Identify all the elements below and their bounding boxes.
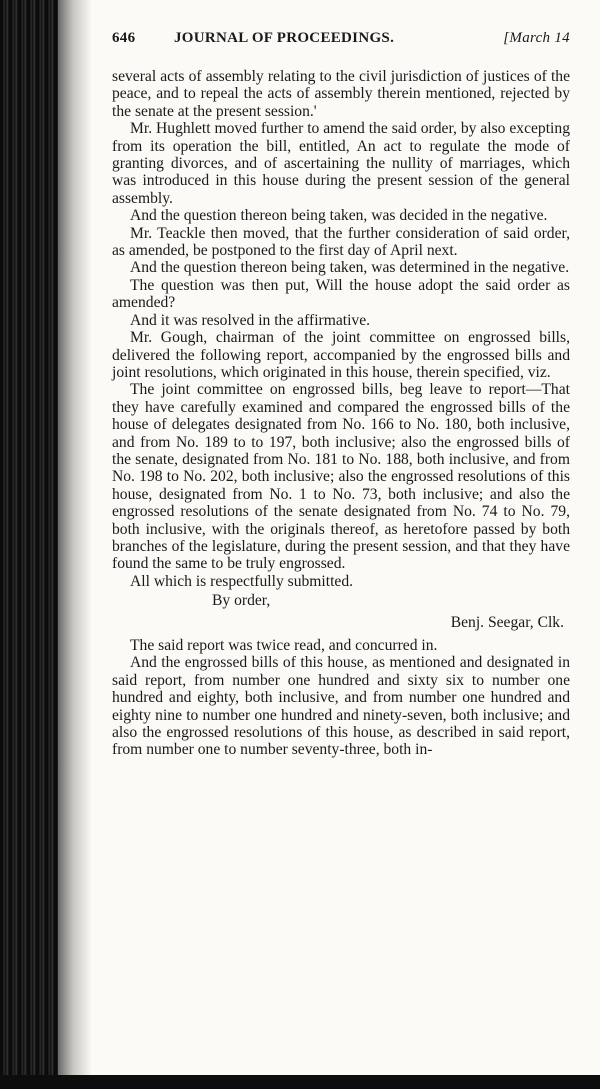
page-body xyxy=(112,68,570,759)
paragraph: And the question thereon being taken, was decided in the negative. xyxy=(130,207,548,225)
journal-page xyxy=(112,30,570,759)
paragraph: several acts of assembly relating to the civil jurisdiction of justices of the peace, and to repeal the acts of assembly therein mentioned, rejected by the senate at the present session.' xyxy=(112,68,570,120)
scan-bottom-edge xyxy=(0,1075,600,1089)
page-header xyxy=(112,30,570,56)
paragraph: And the question thereon being taken, was determined in the negative. xyxy=(130,259,570,277)
committee-report: The joint committee on engrossed bills, beg leave to report—That they have carefully examined and compared the engrossed bills of the house of delegates designated from No. 166 to No. 180, both inclusive, and from No. 189 to to 197, both inclusive; also the engrossed bills of the senate, designated from No. 181 to No. 188, both inclusive, and from No. 198 to No. 202, both inclusive; also the engrossed resolutions of this house, designated from No. 1 to No. 73, both inclusive; and also the engrossed resolutions of the senate designated from No. 74 to No. 79, both inclusive, with the originals thereof, as heretofore passed by both branches of the legislature, during the present session, and that they have found the same to be truly engrossed. xyxy=(112,381,570,573)
signature-clerk: Benj. Seegar, Clk. xyxy=(450,613,564,631)
paragraph: Mr. Teackle then moved, that the further consideration of said order, as amended, be postponed to the first day of April next. xyxy=(112,224,570,260)
page-number: 646 xyxy=(112,30,136,46)
book-binding-shadow xyxy=(0,0,58,1089)
paragraph: The question was then put, Will the house adopt the said order as amended? xyxy=(112,276,570,312)
paragraph: Mr. Gough, chairman of the joint committee on engrossed bills, delivered the following report, accompanied by the engrossed bills and joint resolutions, which originated in this house, therein specified, viz. xyxy=(112,329,570,381)
signature-order: By order, xyxy=(212,592,271,610)
paragraph: And the engrossed bills of this house, as mentioned and designated in said report, from number one hundred and sixty six to number one hundred and eighty, both inclusive, and from number one hundred and eighty nine to number one hundred and ninety-seven, both inclusive; and also the engrossed resolutions of this house, as described in said report, from number one to number seventy-three, both in- xyxy=(112,654,570,759)
header-date: [March 14 xyxy=(503,30,570,46)
paragraph: All which is respectfully submitted. xyxy=(130,572,354,590)
paragraph: And it was resolved in the affirmative. xyxy=(130,311,371,329)
running-head: JOURNAL OF PROCEEDINGS. xyxy=(174,30,395,46)
page-gutter xyxy=(58,0,92,1089)
paragraph: Mr. Hughlett moved further to amend the said order, by also excepting from its operation the bill, entitled, An act to regulate the mode of granting divorces, and of ascertaining the nullity of marriages, which was introduced in this house during the present session of the general assembly. xyxy=(112,120,570,207)
paragraph: The said report was twice read, and concurred in. xyxy=(130,637,438,654)
